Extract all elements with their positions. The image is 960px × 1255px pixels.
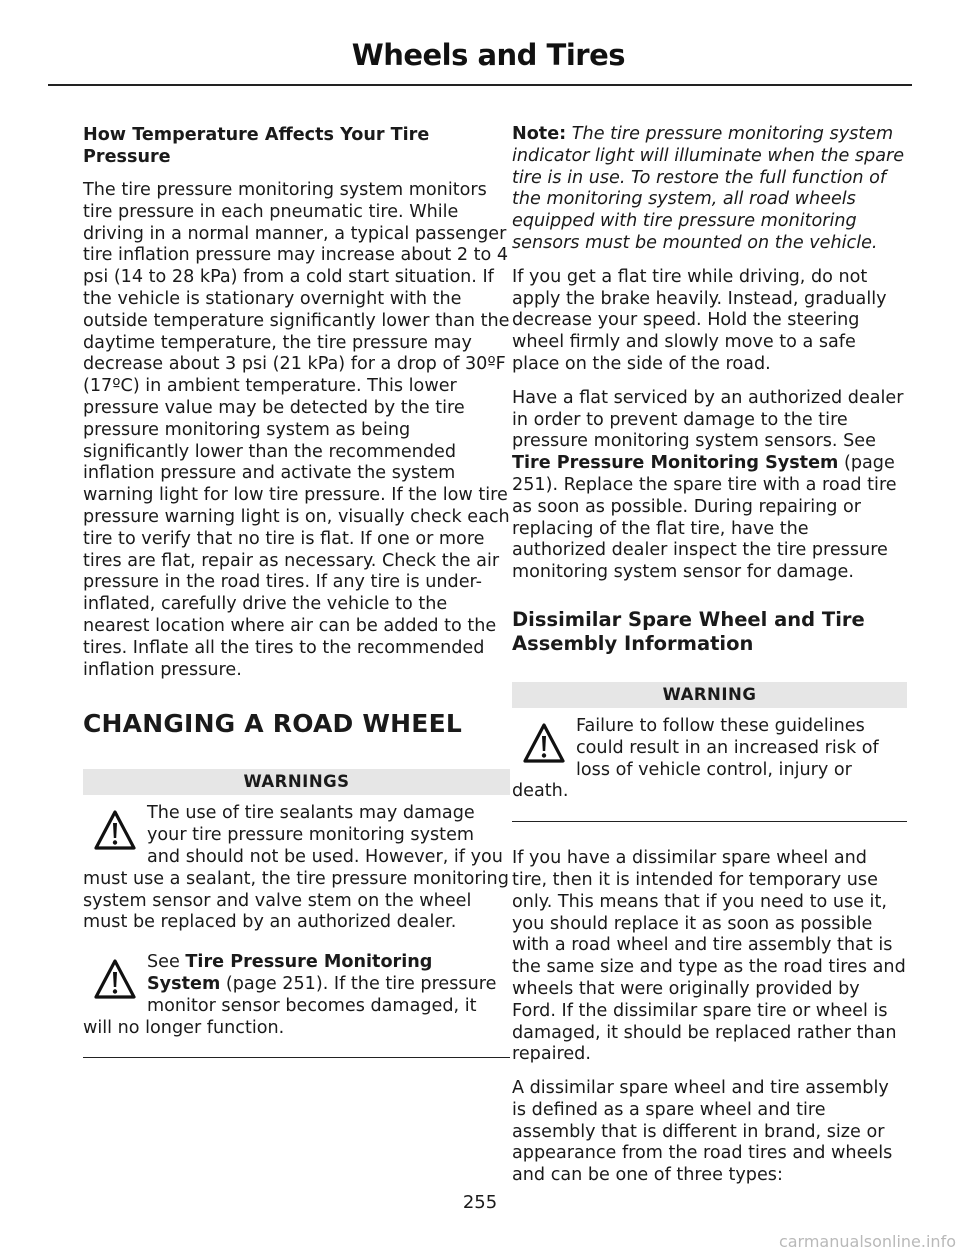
tpms-reference-link[interactable]: Tire Pressure Monitoring System: [147, 952, 433, 994]
warning-triangle-icon: [522, 722, 566, 766]
warning-text-1: The use of tire sealants may damage your tire pressure monitoring system and should not be used. However, if you must use a sealant, the tire pressure monitoring system sensor and valve stem on the wheel must be replaced by an authorized dealer.: [83, 803, 509, 933]
note-text: The tire pressure monitoring system indicator light will illuminate when the spare tire is in use. To restore the full function of the monitoring system, all road wheels equipped with tire pressure monitoring sensors must be mounted on the vehicle.: [512, 124, 905, 253]
watermark: carmanualsonline.info: [778, 1232, 956, 1251]
warnings-banner: WARNINGS: [83, 769, 510, 795]
serviced-suffix: (page 251). Replace the spare tire with a road tire as soon as possible. During repairing or replacing of the flat tire, have the authorized dealer inspect the tire pressure monitoring system sensor for damage.: [512, 453, 897, 583]
serviced-prefix: Have a flat serviced by an authorized dealer in order to prevent damage to the tire pressure monitoring system sensors. See: [512, 387, 904, 452]
warning-end-rule: [512, 821, 907, 822]
warning-triangle-icon: [93, 958, 137, 1002]
warning-block-3: [512, 716, 907, 803]
dissimilar-heading: Dissimilar Spare Wheel and Tire Assembly Information: [512, 607, 865, 655]
serviced-paragraph: [512, 388, 907, 584]
header-divider: [48, 84, 912, 86]
page-number: 255: [462, 1192, 498, 1213]
temperature-heading: How Temperature Affects Your Tire Pressure: [83, 125, 430, 167]
dissimilar-paragraph-1: If you have a dissimilar spare wheel and tire, then it is intended for temporary use only. This means that if you need to use it, you should replace it as soon as possible with a road wheel and tire assembly that is the same size and type as the road tires and wheels that were originally provided by Ford. If the dissimilar spare tire or wheel is damaged, it should be replaced rather than repaired.: [512, 848, 906, 1065]
left-column: [83, 124, 510, 1084]
temperature-paragraph: The tire pressure monitoring system monitors tire pressure in each pneumatic tire. While driving in a normal manner, a typical passenger tire inflation pressure may increase about 2 to 4 psi (14 to 28 kPa) from a cold start situation. If the vehicle is stationary overnight with the outside temperature significantly lower than the daytime temperature, the tire pressure may decrease about 3 psi (21 kPa) for a drop of 30ºF (17ºC) in ambient temperature. This lower pressure value may be detected by the tire pressure monitoring system as being significantly lower than the recommended inflation pressure and activate the system warning light for low tire pressure. If the low tire pressure warning light is on, visually check each tire to verify that no tire is flat. If one or more tires are flat, repair as necessary. Check the air pressure in the road tires. If any tire is under-inflated, carefully drive the vehicle to the nearest location where air can be added to the tires. Inflate all the tires to the recommended inflation pressure.: [83, 180, 510, 680]
dissimilar-paragraph-2: A dissimilar spare wheel and tire assembly is defined as a spare wheel and tire assembly that is different in brand, size or appearance from the road tires and wheels and can be one of three types:: [512, 1078, 893, 1186]
note-label: Note:: [512, 124, 567, 144]
page-title: Wheels and Tires: [351, 38, 625, 72]
warning2-suffix: (page 251). If the tire pressure monitor sensor becomes damaged, it will no longer function.: [83, 973, 497, 1038]
warning-text-2: [83, 952, 510, 1039]
warning-block-2: [83, 952, 510, 1039]
warning-banner: WARNING: [512, 682, 907, 708]
warning-block-1: [83, 803, 510, 934]
warning-text-3: Failure to follow these guidelines could result in an increased risk of loss of vehicle control, injury or death.: [512, 715, 879, 802]
warnings-end-rule: [83, 1057, 510, 1058]
flat-tire-paragraph: If you get a flat tire while driving, do not apply the brake heavily. Instead, gradually decrease your speed. Hold the steering wheel firmly and slowly move to a safe place on the side of the road.: [512, 266, 887, 374]
warning-triangle-icon: [93, 809, 137, 853]
note-paragraph: [512, 124, 907, 255]
tpms-reference-link-2[interactable]: Tire Pressure Monitoring System: [512, 453, 839, 474]
right-column: [512, 124, 907, 1199]
section-heading: CHANGING A ROAD WHEEL: [83, 709, 462, 739]
warning2-prefix: See: [147, 952, 186, 973]
